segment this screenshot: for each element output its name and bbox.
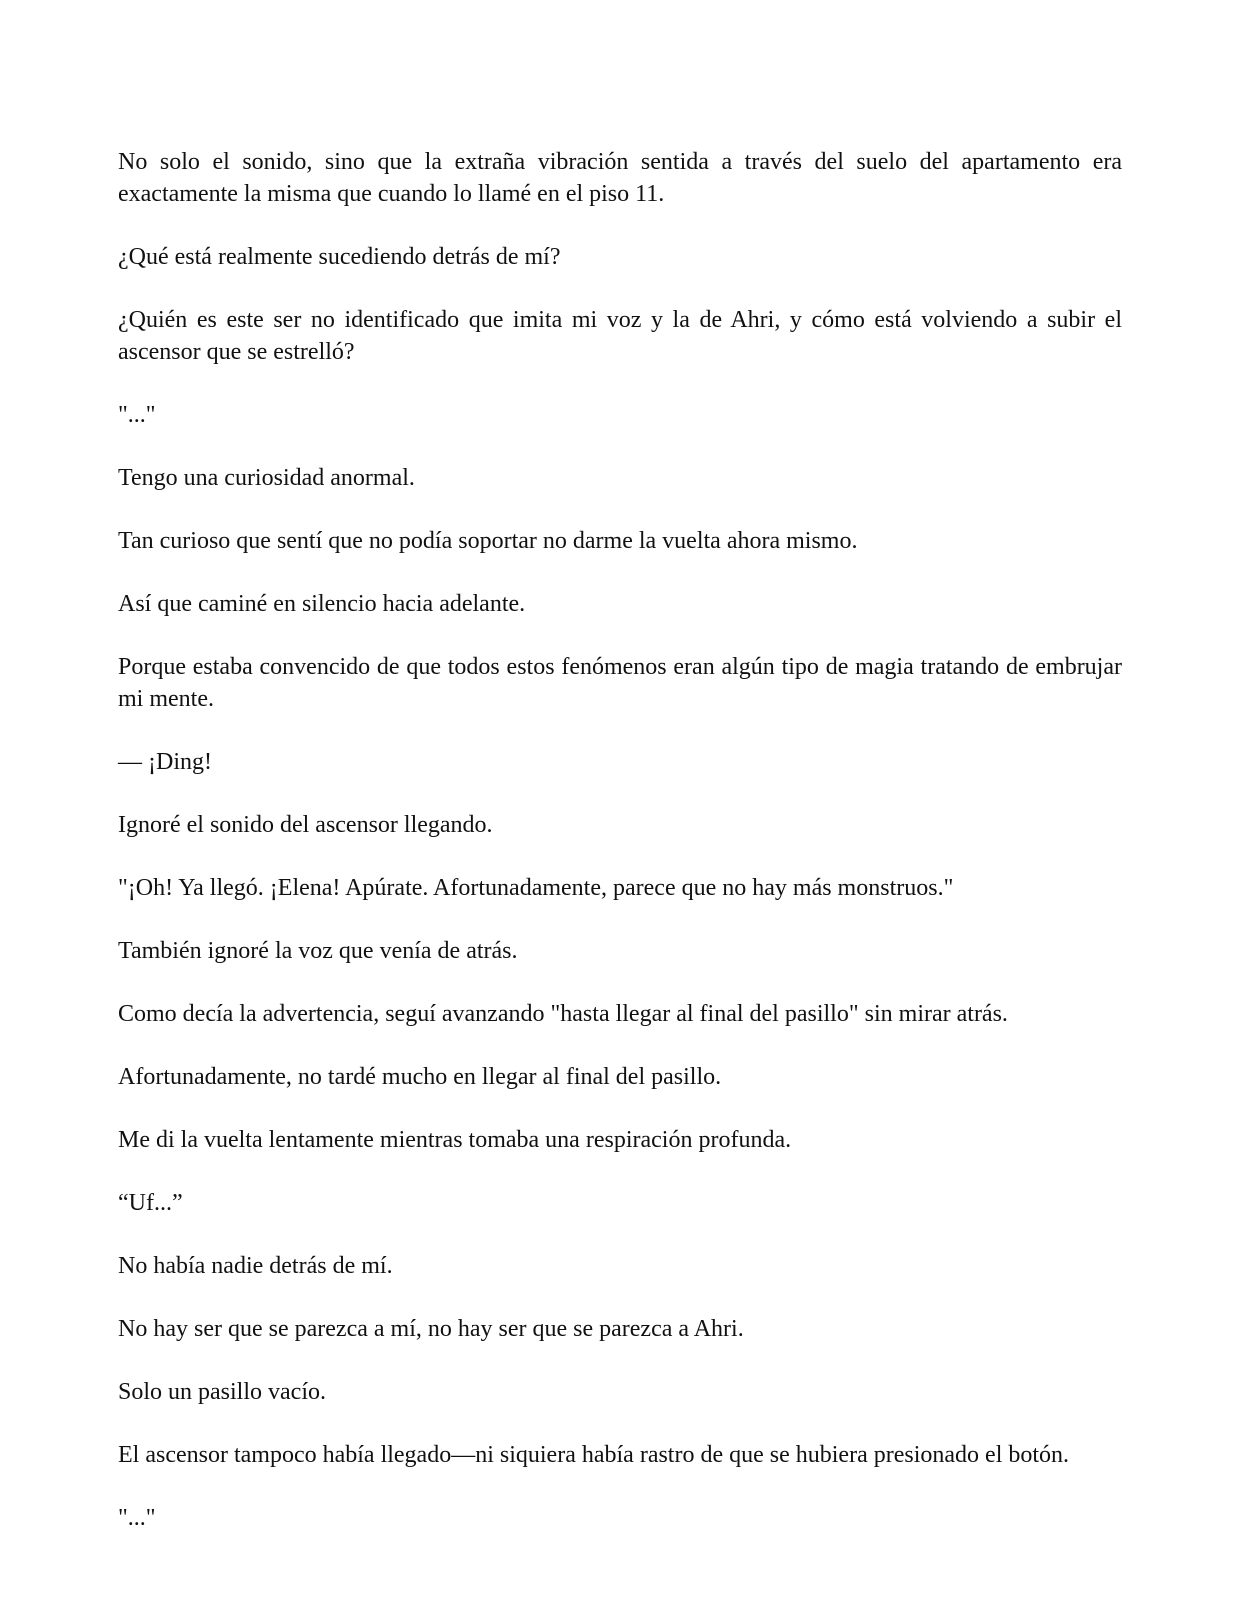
paragraph-1: No solo el sonido, sino que la extraña vibración sentida a través del suelo del apartamento era exactamente la misma que cuando lo llamé en el piso 11. — [118, 149, 1122, 207]
paragraph-11: "¡Oh! Ya llegó. ¡Elena! Apúrate. Afortunadamente, parece que no hay más monstruos." — [118, 875, 954, 901]
paragraph-21: "..." — [118, 1505, 156, 1531]
paragraph-13: Como decía la advertencia, seguí avanzando "hasta llegar al final del pasillo" sin mirar atrás. — [118, 1001, 1008, 1027]
paragraph-4: "..." — [118, 402, 156, 428]
paragraph-19: Solo un pasillo vacío. — [118, 1379, 326, 1405]
paragraph-12: También ignoré la voz que venía de atrás. — [118, 938, 518, 964]
paragraph-7: Así que caminé en silencio hacia adelante. — [118, 591, 526, 617]
paragraph-15: Me di la vuelta lentamente mientras tomaba una respiración profunda. — [118, 1127, 792, 1153]
document-page — [118, 146, 1122, 1534]
paragraph-17: No había nadie detrás de mí. — [118, 1253, 393, 1279]
paragraph-20: El ascensor tampoco había llegado—ni siquiera había rastro de que se hubiera presionado el botón. — [118, 1442, 1070, 1468]
paragraph-10: Ignoré el sonido del ascensor llegando. — [118, 812, 493, 838]
paragraph-8: Porque estaba convencido de que todos estos fenómenos eran algún tipo de magia tratando de embrujar mi mente. — [118, 654, 1122, 712]
paragraph-16: “Uf...” — [118, 1190, 183, 1216]
paragraph-18: No hay ser que se parezca a mí, no hay ser que se parezca a Ahri. — [118, 1316, 744, 1342]
paragraph-14: Afortunadamente, no tardé mucho en llegar al final del pasillo. — [118, 1064, 722, 1090]
paragraph-2: ¿Qué está realmente sucediendo detrás de mí? — [118, 244, 561, 270]
paragraph-6: Tan curioso que sentí que no podía soportar no darme la vuelta ahora mismo. — [118, 528, 858, 554]
paragraph-3: ¿Quién es este ser no identificado que imita mi voz y la de Ahri, y cómo está volviendo a subir el ascensor que se estrelló? — [118, 307, 1122, 365]
paragraph-5: Tengo una curiosidad anormal. — [118, 465, 415, 491]
paragraph-9: — ¡Ding! — [118, 749, 212, 775]
